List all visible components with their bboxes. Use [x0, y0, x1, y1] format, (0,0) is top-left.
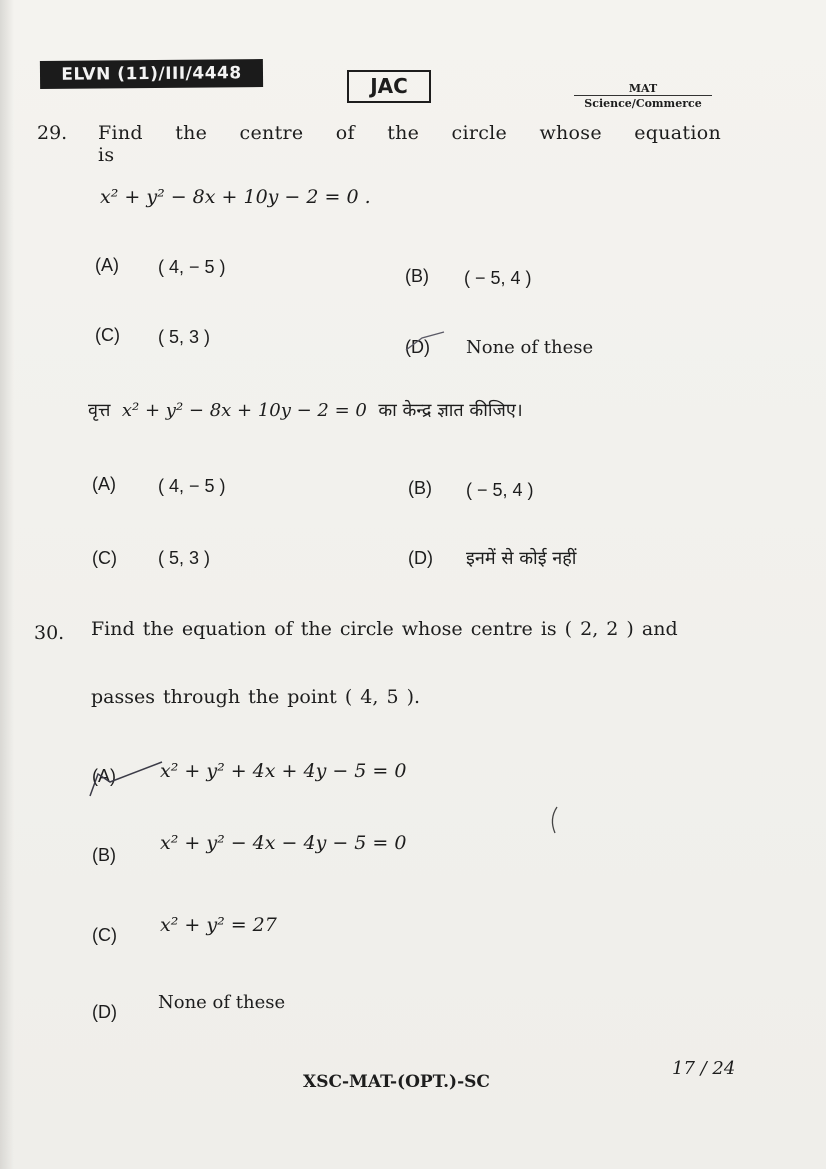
q30-option-d-label: (D) [92, 1002, 117, 1022]
q29-option-b-value: ( − 5, 4 ) [464, 268, 532, 288]
q30-option-d-value: None of these [158, 992, 286, 1013]
q29-hindi-option-a-label: (A) [92, 474, 116, 494]
q29-option-b-label: (B) [405, 266, 429, 286]
q29-option-d-label: (D) [405, 337, 430, 357]
q29-text: Find the centre of the circle whose equation is [98, 122, 721, 166]
q29-hindi-option-d-value: इनमें से कोई नहीं [466, 548, 577, 569]
q29-equation: x² + y² − 8x + 10y − 2 = 0 . [100, 186, 371, 208]
subject-name: MAT [628, 82, 658, 95]
q30-option-a-value: x² + y² + 4x + 4y − 5 = 0 [160, 760, 407, 782]
stream-name: Science/Commerce [574, 95, 712, 110]
q29-option-a-value: ( 4, − 5 ) [158, 257, 226, 277]
q29-hindi-option-c-value: ( 5, 3 ) [158, 548, 211, 568]
q29-option-c-label: (C) [95, 325, 120, 345]
subject-block [574, 82, 712, 110]
q30-text-line2: passes through the point ( 4, 5 ). [91, 686, 421, 708]
board-label: JAC [347, 70, 431, 103]
q29-number: 29. [37, 122, 68, 144]
q29-hindi-prefix: वृत्त [88, 400, 111, 421]
q30-option-c-value: x² + y² = 27 [160, 914, 277, 936]
q29-hindi-option-d-label: (D) [408, 548, 433, 568]
q29-hindi-option-a-value: ( 4, − 5 ) [158, 476, 226, 496]
q30-option-b-label: (B) [92, 845, 116, 865]
paper-code-badge: ELVN (11)/III/4448 [40, 59, 263, 89]
q29-option-c-value: ( 5, 3 ) [158, 327, 211, 347]
q30-option-a-label: (A) [92, 766, 116, 786]
q29-hindi-option-b-value: ( − 5, 4 ) [466, 480, 534, 500]
q30-number: 30. [34, 622, 65, 644]
q29-hindi-option-b-label: (B) [408, 478, 432, 498]
q30-option-c-label: (C) [92, 925, 117, 945]
q29-option-a-label: (A) [95, 255, 119, 275]
scan-shadow [0, 0, 14, 1169]
q30-option-b-value: x² + y² − 4x − 4y − 5 = 0 [160, 832, 407, 854]
q29-hindi-suffix: का केन्द्र ज्ञात कीजिए। [378, 400, 523, 421]
q29-hindi-equation: x² + y² − 8x + 10y − 2 = 0 [121, 400, 367, 421]
q29-option-d-value: None of these [466, 337, 594, 358]
footer-code: XSC-MAT-(OPT.)-SC [303, 1072, 490, 1092]
page-number: 17 / 24 [672, 1058, 736, 1079]
q29-hindi-statement [88, 398, 523, 422]
q30-text-line1: Find the equation of the circle whose centre is ( 2, 2 ) and [91, 618, 678, 640]
q29-hindi-option-c-label: (C) [92, 548, 117, 568]
pen-stray-mark [545, 805, 565, 835]
